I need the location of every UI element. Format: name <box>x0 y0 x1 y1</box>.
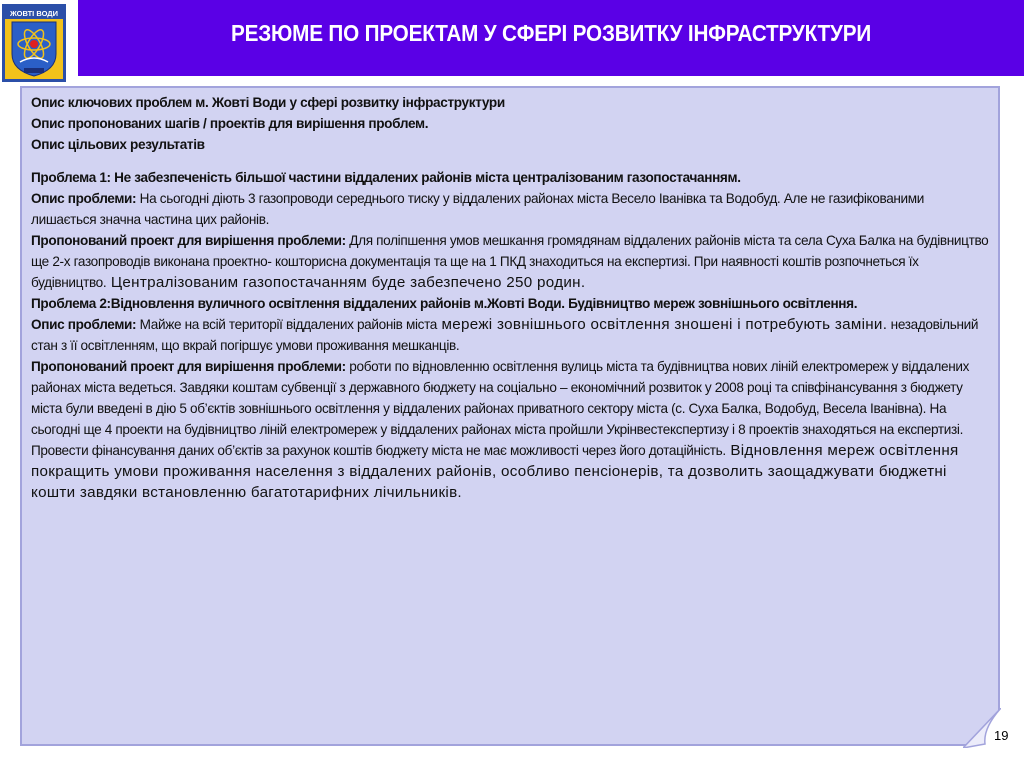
problem1-project <box>31 230 991 293</box>
problem2-project <box>31 356 991 503</box>
problem1-project-text: Для поліпшення умов мешкання громядянам віддалених районів міста та села Суха Балка на будівництво ще 2-х газопроводів виконана проектно- кошторисна документація та ще на 1 ПКД знаходиться на експертизі. При наявності коштів розпочнеться їх будівництво. <box>31 233 989 290</box>
page-title: РЕЗЮМЕ ПО ПРОЕКТАМ У СФЕРІ РОЗВИТКУ ІНФРАСТРУКТУРИ <box>230 20 872 46</box>
svg-text:ЖОВТІ ВОДИ: ЖОВТІ ВОДИ <box>9 9 59 18</box>
problem1-project-label: Пропонований проект для вирішення проблеми: <box>31 233 346 248</box>
intro-line-2: Опис пропонованих шагів / проектів для вирішення проблем. <box>31 116 429 131</box>
problem1-heading: Проблема 1: Не забезпеченість більшої частини віддалених районів міста централізованим газопостачанням. <box>31 170 741 185</box>
logo-area <box>0 0 78 86</box>
problem2-desc-text-large: мережі зовнішнього освітлення зношені і потребують заміни. <box>437 316 888 333</box>
problem2-desc-label: Опис проблеми: <box>31 317 137 332</box>
problem2-description <box>31 314 991 356</box>
city-coat-of-arms-icon <box>2 4 66 82</box>
problem2-project-text: роботи по відновленню освітлення вулиць міста та будівництва нових ліній електромереж у віддалених районах міста ведеться. Завдяки коштам субвенції з державного бюджету на соціально – економічний розвиток у 2008 році та співфінансування з бюджету міста були введені в дію 5 об’єктів зовнішнього освітлення у віддалених районах приватного сектору міста (с. Суха Балка, Водобуд, Весела Іванівна). На сьогодні ще 4 проекти на будівництво ліній електромереж у віддалених районах міста пройшли Укрінвестекспертизу і 8 проектів знаходяться на експертизі. Провести фінансування даних об’єктів за рахунок коштів бюджету міста не має можливості через його дотаційність. <box>31 359 970 458</box>
problem2-heading: Проблема 2:Відновлення вуличного освітлення віддалених районів м.Жовті Води. Будівництво мереж зовнішнього освітлення. <box>31 296 858 311</box>
problem2-project-text-large: Відновлення мереж освітлення покращить умови проживання населення з віддалених районів, особливо пенсіонерів, та дозволить заощаджувати бюджетні кошти завдяки встановленню багатотарифних лічильників. <box>31 442 959 501</box>
content-text <box>31 92 991 503</box>
problem2-desc-text: Майже на всій території віддалених районів міста <box>136 317 438 332</box>
problem1-project-text-large: Централізованим газопостачанням буде забезпечено 250 родин. <box>106 274 586 291</box>
intro-line-1: Опис ключових проблем м. Жовті Води у сфері розвитку інфраструктури <box>31 95 505 110</box>
problem2-desc-text-tail: незадовільний стан з її освітленням, що вкрай погіршує умови проживання мешканців. <box>31 317 979 353</box>
problem1-desc-label: Опис проблеми: <box>31 191 137 206</box>
header-bar <box>78 0 1024 76</box>
intro-line-3: Опис цільових результатів <box>31 137 205 152</box>
problem1-description <box>31 188 991 230</box>
problem1-desc-text: На сьогодні діють 3 газопроводи середнього тиску у віддалених районах міста Весело Іванівка та Водобуд. Але не газифікованими лишається значна частина цих районів. <box>31 191 925 227</box>
problem2-project-label: Пропонований проект для вирішення проблеми: <box>31 359 346 374</box>
page-number: 19 <box>994 728 1009 743</box>
